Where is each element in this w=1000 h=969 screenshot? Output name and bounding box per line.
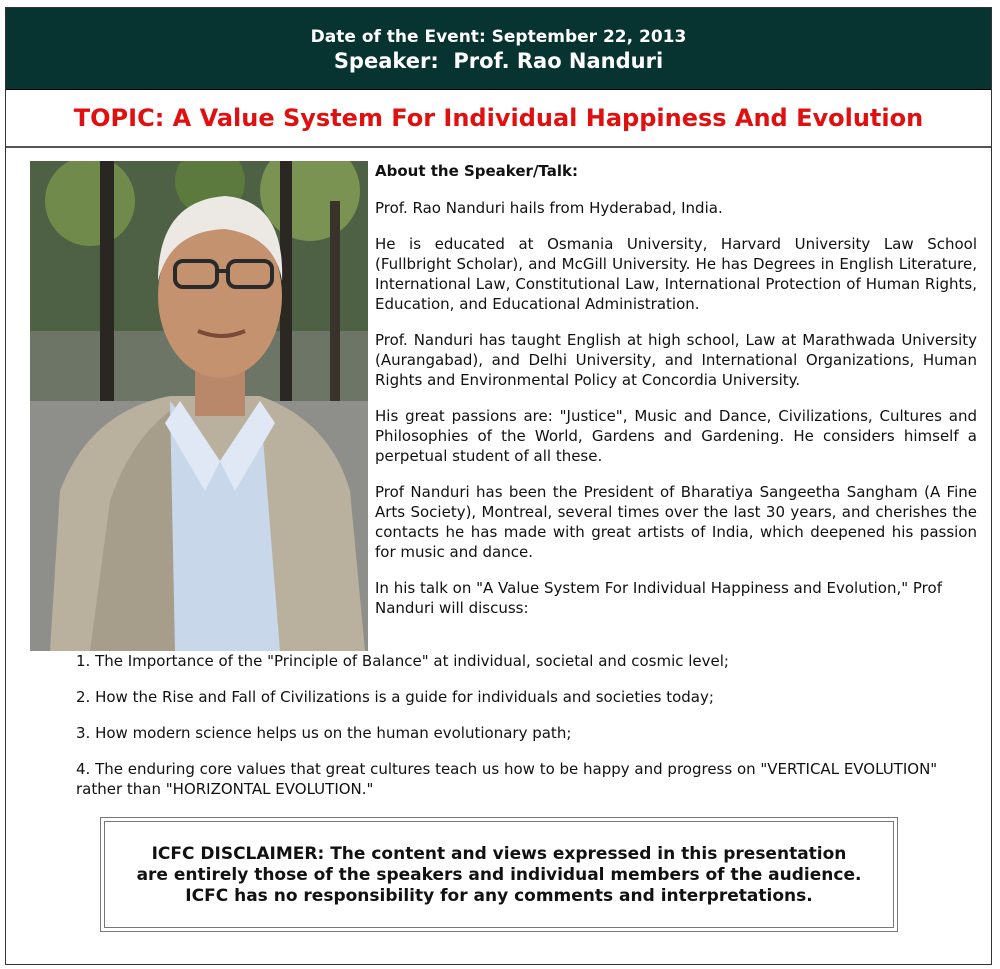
discussion-point: 3. How modern science helps us on the human evolutionary path; <box>76 724 572 742</box>
topic-title: TOPIC: A Value System For Individual Happiness And Evolution <box>73 104 924 132</box>
content-area <box>6 148 991 932</box>
disclaimer-line-2: are entirely those of the speakers and individual members of the audience. <box>136 865 862 885</box>
speaker-name: Speaker: Prof. Rao Nanduri <box>333 49 664 73</box>
discussion-point: 4. The enduring core values that great cultures teach us how to be happy and progress on "VERTICAL EVOLUTION" rather than "HORIZONTAL EVOLUTION." <box>76 760 938 798</box>
event-date: Date of the Event: September 22, 2013 <box>310 27 687 47</box>
discussion-point: 1. The Importance of the "Principle of Balance" at individual, societal and cosmic level; <box>76 652 729 670</box>
topic-row <box>6 90 991 148</box>
about-paragraph-3: Prof. Nanduri has taught English at high school, Law at Marathwada University (Aurangabad), and Delhi University, and International Organizations, Human Rights and Environmental Policy at Concordia University. <box>375 331 977 389</box>
about-paragraph-1: Prof. Rao Nanduri hails from Hyderabad, India. <box>375 199 723 217</box>
speaker-portrait-illustration <box>30 161 368 651</box>
disclaimer-text <box>104 821 894 928</box>
event-header <box>6 8 991 90</box>
event-page <box>5 7 992 965</box>
about-paragraph-4: His great passions are: "Justice", Music and Dance, Civilizations, Cultures and Philosophies of the World, Gardens and Gardening. He considers himself a perpetual student of all these. <box>375 407 977 465</box>
discussion-points <box>76 651 977 799</box>
speaker-photo <box>30 161 368 651</box>
disclaimer-box <box>100 817 898 932</box>
disclaimer-line-3: ICFC has no responsibility for any comments and interpretations. <box>185 886 813 906</box>
discussion-point: 2. How the Rise and Fall of Civilizations is a guide for individuals and societies today; <box>76 688 714 706</box>
about-paragraph-2: He is educated at Osmania University, Harvard University Law School (Fullbright Scholar), and McGill University. He has Degrees in English Literature, International Law, Constitutional Law, International Protection of Human Rights, Education, and Educational Administration. <box>375 235 977 313</box>
about-paragraph-5: Prof Nanduri has been the President of Bharatiya Sangeetha Sangham (A Fine Arts Society), Montreal, several times over the last 30 years, and cherishes the contacts he has made with great artists of India, which deepened his passion for music and dance. <box>375 483 977 561</box>
about-paragraph-6: In his talk on "A Value System For Individual Happiness and Evolution," Prof Nanduri will discuss: <box>375 579 942 617</box>
about-heading: About the Speaker/Talk: <box>375 162 578 180</box>
disclaimer-line-1: ICFC DISCLAIMER: The content and views expressed in this presentation <box>151 844 847 864</box>
